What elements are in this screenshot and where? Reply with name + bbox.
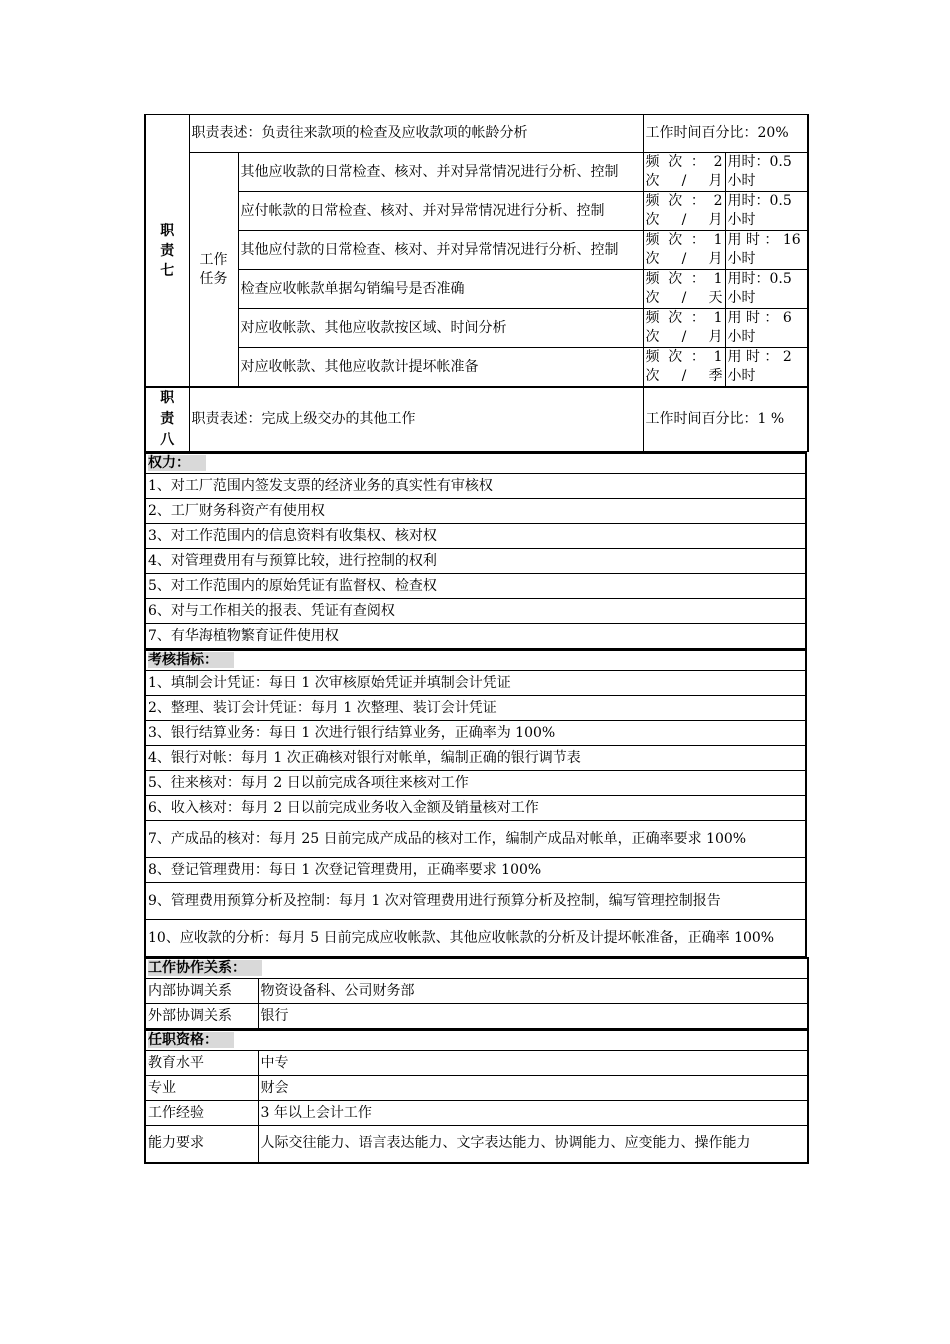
kpi-item: 2、整理、装订会计凭证：每月 1 次整理、装订会计凭证 [145,696,806,721]
kpi-table [144,649,807,957]
qualification-label: 工作经验 [145,1101,258,1126]
authority-title: 权力： [145,453,806,474]
task-frequency: 频 次 ： 1次/天 [643,270,725,309]
kpi-item: 7、产成品的核对：每月 25 日前完成产成品的核对工作，编制产成品对帐单，正确率要求 100% [145,821,806,858]
qualification-label: 教育水平 [145,1051,258,1076]
kpi-item: 9、管理费用预算分析及控制：每月 1 次对管理费用进行预算分析及控制，编写管理控制报告 [145,883,806,920]
qualification-value: 3 年以上会计工作 [258,1101,808,1126]
task-frequency: 频 次 ： 2次/月 [643,192,725,231]
task-frequency: 频 次 ： 2次/月 [643,153,725,192]
task-time: 用时：0.5小时 [725,192,808,231]
duty8-time-pct: 工作时间百分比：1 % [643,387,808,452]
duty8-description: 职责表述：完成上级交办的其他工作 [189,387,643,452]
authority-table [144,452,807,649]
cooperation-value: 银行 [258,1004,808,1029]
task-frequency: 频 次 ： 1次/月 [643,231,725,270]
qualification-label: 专业 [145,1076,258,1101]
task-row [145,309,808,348]
kpi-item: 4、银行对帐：每月 1 次正确核对银行对帐单，编制正确的银行调节表 [145,746,806,771]
task-frequency: 频 次 ： 1次/月 [643,309,725,348]
authority-item: 7、有华海植物繁育证件使用权 [145,624,806,649]
task-text: 对应收帐款、其他应收款按区域、时间分析 [238,309,643,348]
authority-item: 6、对与工作相关的报表、凭证有查阅权 [145,599,806,624]
duty7-time-pct: 工作时间百分比：20% [643,115,808,153]
duty8-label: 职责八 [145,387,189,452]
task-time: 用时：0.5小时 [725,270,808,309]
job-description-sheet [144,114,807,1164]
duty7-description: 职责表述：负责往来款项的检查及应收款项的帐龄分析 [189,115,643,153]
task-row [145,192,808,231]
qualification-table [144,1029,809,1164]
kpi-item: 1、填制会计凭证：每日 1 次审核原始凭证并填制会计凭证 [145,671,806,696]
task-time: 用 时 ： 16小时 [725,231,808,270]
authority-item: 1、对工厂范围内签发支票的经济业务的真实性有审核权 [145,474,806,499]
authority-item: 4、对管理费用有与预算比较，进行控制的权利 [145,549,806,574]
cooperation-table [144,957,809,1029]
kpi-item: 5、往来核对：每月 2 日以前完成各项往来核对工作 [145,771,806,796]
task-time: 用 时 ： 6小时 [725,309,808,348]
authority-item: 2、工厂财务科资产有使用权 [145,499,806,524]
kpi-item: 3、银行结算业务：每日 1 次进行银行结算业务，正确率为 100% [145,721,806,746]
task-text: 检查应收帐款单据勾销编号是否准确 [238,270,643,309]
qualification-value: 财会 [258,1076,808,1101]
cooperation-title: 工作协作关系： [145,958,808,979]
qualification-value: 中专 [258,1051,808,1076]
kpi-item: 6、收入核对：每月 2 日以前完成业务收入金额及销量核对工作 [145,796,806,821]
task-row [145,231,808,270]
kpi-item: 8、登记管理费用：每日 1 次登记管理费用，正确率要求 100% [145,858,806,883]
task-label: 工作任务 [189,153,238,388]
task-text: 对应收帐款、其他应收款计提坏帐准备 [238,348,643,388]
task-text: 其他应付款的日常检查、核对、并对异常情况进行分析、控制 [238,231,643,270]
task-row [145,348,808,388]
duty-table [144,114,809,452]
task-time: 用时：0.5小时 [725,153,808,192]
cooperation-label: 内部协调关系 [145,979,258,1004]
qualification-value: 人际交往能力、语言表达能力、文字表达能力、协调能力、应变能力、操作能力 [258,1126,808,1163]
cooperation-value: 物资设备科、公司财务部 [258,979,808,1004]
task-row [145,153,808,192]
task-time: 用 时 ： 2小时 [725,348,808,388]
qualification-title: 任职资格： [145,1030,808,1051]
qualification-label: 能力要求 [145,1126,258,1163]
task-text: 其他应收款的日常检查、核对、并对异常情况进行分析、控制 [238,153,643,192]
task-row [145,270,808,309]
kpi-title: 考核指标： [145,650,806,671]
kpi-item: 10、应收款的分析：每月 5 日前完成应收帐款、其他应收帐款的分析及计提坏帐准备，正确率 100% [145,920,806,957]
cooperation-label: 外部协调关系 [145,1004,258,1029]
duty7-label: 职责七 [145,115,189,388]
task-frequency: 频 次 ： 1次/季 [643,348,725,388]
authority-item: 3、对工作范围内的信息资料有收集权、核对权 [145,524,806,549]
authority-item: 5、对工作范围内的原始凭证有监督权、检查权 [145,574,806,599]
task-text: 应付帐款的日常检查、核对、并对异常情况进行分析、控制 [238,192,643,231]
